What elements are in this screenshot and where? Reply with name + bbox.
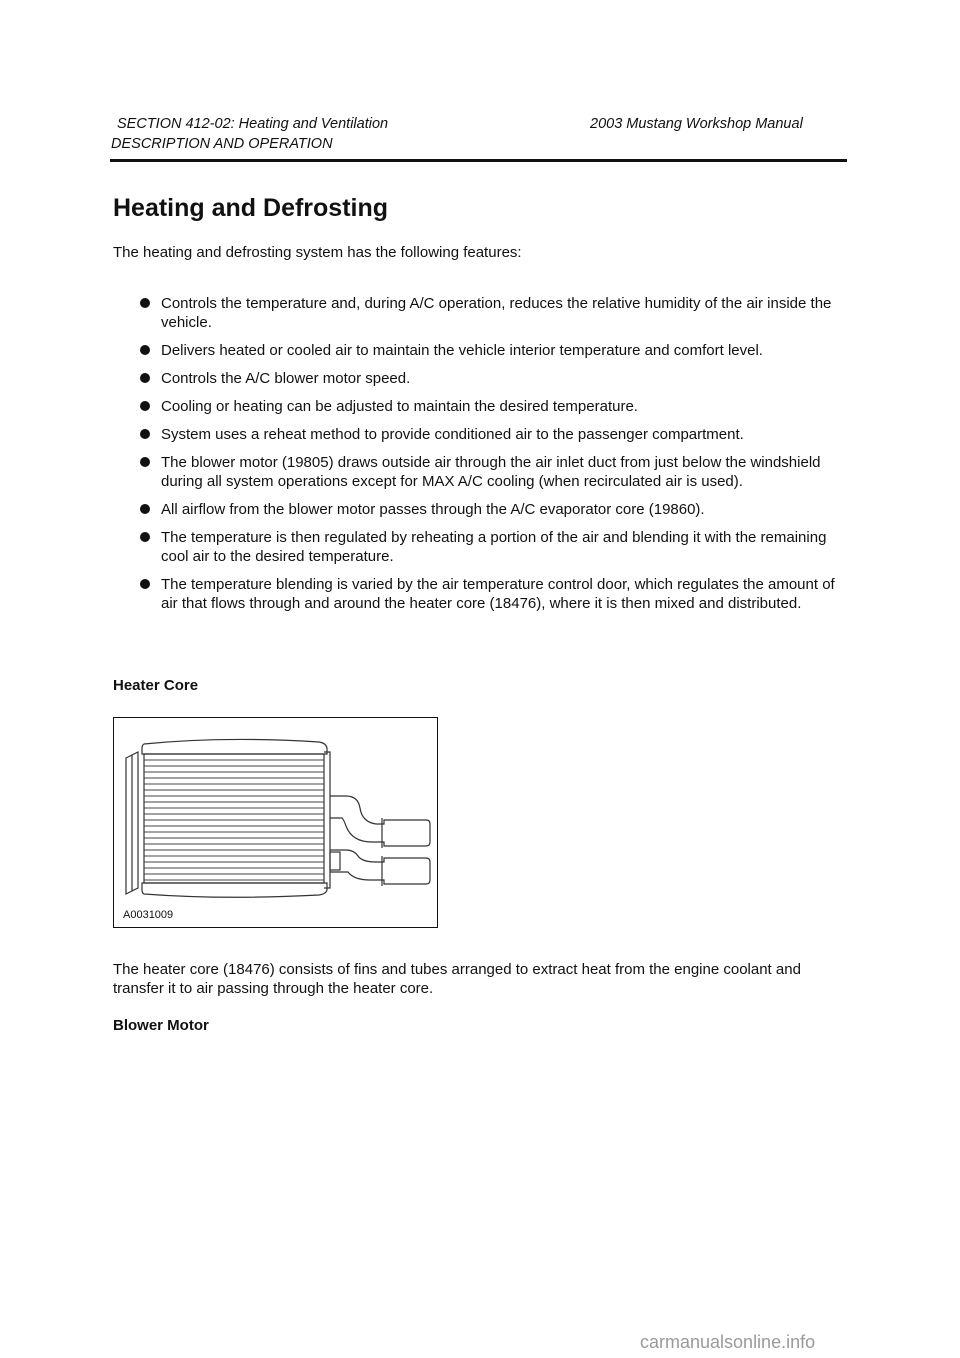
- header-subsection: DESCRIPTION AND OPERATION: [111, 136, 333, 152]
- intro-text: The heating and defrosting system has the following features:: [113, 244, 522, 261]
- watermark: carmanualsonline.info: [640, 1332, 816, 1352]
- page-title: Heating and Defrosting: [113, 194, 389, 222]
- bullet-icon: [140, 373, 150, 383]
- figure-code-label: A0031009: [123, 909, 174, 921]
- blower-motor-heading: Blower Motor: [113, 1017, 209, 1034]
- feature-item: [140, 575, 850, 613]
- heater-core-heading: Heater Core: [113, 677, 199, 694]
- feature-item: [140, 397, 850, 416]
- feature-text: The temperature is then regulated by reheating a portion of the air and blending it with the remaining cool air to the desired temperature.: [161, 529, 827, 565]
- heater-core-figure: [113, 717, 438, 928]
- feature-item: [140, 500, 850, 519]
- heater-core-description: The heater core (18476) consists of fins and tubes arranged to extract heat from the engine coolant and transfer it to air passing through the heater core.: [113, 961, 801, 997]
- bullet-icon: [140, 429, 150, 439]
- header-section: SECTION 412-02: Heating and Ventilation: [117, 116, 389, 132]
- feature-text: The temperature blending is varied by the air temperature control door, which regulates the amount of air that flows through and around the heater core (18476), where it is then mixed and distributed.: [161, 576, 835, 612]
- heater-core-drawing: [114, 718, 436, 926]
- feature-text: System uses a reheat method to provide conditioned air to the passenger compartment.: [161, 426, 744, 443]
- feature-item: [140, 425, 850, 444]
- feature-item: [140, 528, 850, 566]
- feature-text: Controls the temperature and, during A/C operation, reduces the relative humidity of the air inside the vehicle.: [161, 295, 832, 331]
- header-manual-title: 2003 Mustang Workshop Manual: [590, 116, 803, 132]
- bullet-icon: [140, 298, 150, 308]
- feature-text: All airflow from the blower motor passes through the A/C evaporator core (19860).: [161, 501, 705, 518]
- bullet-icon: [140, 504, 150, 514]
- bullet-icon: [140, 401, 150, 411]
- feature-list: [140, 294, 850, 622]
- feature-item: [140, 369, 850, 388]
- feature-text: Controls the A/C blower motor speed.: [161, 370, 411, 387]
- feature-item: [140, 453, 850, 491]
- bullet-icon: [140, 532, 150, 542]
- header-rule: [110, 159, 847, 162]
- bullet-icon: [140, 579, 150, 589]
- feature-text: Cooling or heating can be adjusted to maintain the desired temperature.: [161, 398, 638, 415]
- feature-text: The blower motor (19805) draws outside air through the air inlet duct from just below the windshield during all system operations except for MAX A/C cooling (when recirculated air is used).: [161, 454, 821, 490]
- feature-item: [140, 294, 850, 332]
- feature-item: [140, 341, 850, 360]
- bullet-icon: [140, 345, 150, 355]
- feature-text: Delivers heated or cooled air to maintain the vehicle interior temperature and comfort level.: [161, 342, 763, 359]
- bullet-icon: [140, 457, 150, 467]
